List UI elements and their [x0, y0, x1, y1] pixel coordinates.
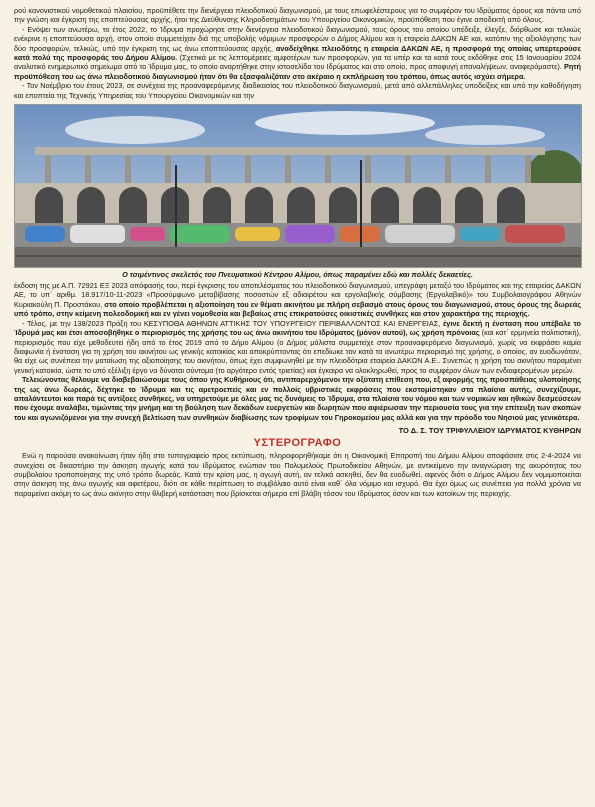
postscript-title: ΥΣΤΕΡΟΓΡΑΦΟ [253, 437, 342, 450]
top-text-block [14, 6, 581, 100]
postscript-block [14, 451, 581, 498]
building-photo-illustration [15, 105, 581, 267]
paragraph-4 [14, 281, 581, 319]
paragraph-2-start: - Ενόψει των ανωτέρω, το έτος 2022, το Ίδρυμα προχώρησε στην διενέργεια πλειοδοτικού διαγωνισμού, τους όρους του οποίου υπέδειξε, έλεγξε, διόρθωσε και τελικώς ενέκρινε η εποπτεύουσα αρχή, στον οποίο συμμετείχαν διά της υποβολής νόμιμων προσφορών ο Δήμος Αλίμου και η εταιρεία ΔΑΚΩΝ ΑΕ και, κατόπιν της αξιολόγησης των δύο προσφορών, τελικώς, υπό την έγκριση της ως άνω εποπτεύουσας αρχής, [14, 24, 581, 53]
middle-text-block [14, 281, 581, 422]
paragraph-2-bold-2: Ρητή προϋπόθεση του ως άνω πλειοδοτικού διαγωνισμού ήταν ότι θα εξασφαλιζόταν στο ακέραιο η εκπλήρωση του τρόπου, όπως αυτός ισχύει σήμερα. [14, 62, 581, 81]
paragraph-5-rest: (και κατ΄ ερμηνεία πολιτιστική), περιορισμός που είχε μεθοδευτεί ήδη από το έτος 2019 από το Δήμο Αλίμου (ο Δήμος μάλιστα συμμετείχε στον προαναφερόμενο διαγωνισμό, χωρίς να εκφράσει καμία διαφωνία ή ένσταση για τη χρήση του ακινήτου ως γενικής κατοικίας και αποκρύπτοντας ότι επεδίωκε τον κατά τα ανωτέρω περιορισμό της χρήσης, ο οποίος, αν ευοδωνόταν, θα είχε ως συνέπεια την ματαίωση της αξιοποίησης του ακινήτου, όπως έχει συμφωνηθεί με την πλειοδότρια εταιρεία ΔΑΚΩΝ Α.Ε.. Συνεπώς η χρήση του ακινήτου παραμένει γενική κατοικία, ώστε το υπό εξέλιξη έργο να δύναται σύντομα (το αργότερο εντός τριετίας) και έγκαιρα να ολοκληρωθεί, προς το συμφέρον όλων των ενδιαφερομένων μερών. [14, 328, 581, 375]
paragraph-5-start: - Τέλος, με την 138/2023 Πράξη του ΚΕΣΥΠΟΘΑ ΑΘΗΝΩΝ ΑΤΤΙΚΗΣ ΤΟΥ ΥΠΟΥΡΓΕΙΟΥ ΠΕΡΙΒΑΛΛΟΝΤΟΣ ΚΑΙ ΕΝΕΡΓΕΙΑΣ, [22, 318, 443, 328]
photo-caption: Ο τσιμέντινος σκελετός του Πνευματικού Κέντρου Αλίμου, όπως παραμένει εδώ και πολλές δεκαετίες. [122, 270, 473, 280]
signature: ΤΟ Δ. Σ. ΤΟΥ ΤΡΙΦΥΛΛΕΙΟΥ ΙΔΡΥΜΑΤΟΣ ΚΥΘΗΡΩΝ [398, 426, 581, 436]
paragraph-6 [14, 375, 581, 422]
postscript-text: Ενώ η παρούσα ανακοίνωση ήταν ήδη στο τυπογραφείο προς εκτύπωση, πληροφορηθήκαμε ότι η Οικονομική Επιτροπή του Δήμου Αλίμου αποφάσισε στις 2-4-2024 να συνεχίσει σε δικαστήριο την άσκηση αγωγής κατά του Ιδρύματος ενώπιον του Πολυμελούς Πρωτοδικείου Αθηνών, με αντικείμενο την αναγνώριση της ακυρότητας του συμβολαίου τροποποίησης της υπό τρόπο δωρεάς. Κατά την κρίση μας, η αγωγή αυτή, αν τελικά ασκηθεί, δεν θα ευοδωθεί, αφενός διότι ο Δήμος Αλίμου δεν νομιμοποιείται στην άσκηση της άνω αγωγής και αφετέρου, διότι σε κάθε περίπτωση το συμβόλαιο αυτό είναι καθ΄ όλα νόμιμο και ισχυρό. Θα έχει όμως ως συνέπεια για πολλά χρόνια να παραμείνει ακόμη το ως άνω ακίνητο στην θλιβερή κατάσταση που βρίσκεται σήμερα επί βλάβη τόσον του Ιδρύματος όσον και των κατοίκων της περιοχής. [14, 451, 581, 498]
paragraph-3: - Τον Νοέμβριο του έτους 2023, σε συνέχεια της προαναφερόμενης διαδικασίας του πλειοδοτικού διαγωνισμού, μετά από αλλεπάλληλες υποδείξεις και υπό την καθοδήγηση και εποπτεία της Τεχνικής Υπηρεσίας του Υπουργείου Οικονομικών και την [14, 81, 581, 100]
paragraph-2-bold-1: αναδείχθηκε πλειοδότης η εταιρεία ΔΑΚΩΝ ΑΕ, η προσφορά της οποίας υπερτερούσε κατά πολύ της προσφοράς του Δήμου Αλίμου. [14, 43, 581, 63]
paragraph-5 [14, 319, 581, 375]
paragraph-4-start: έκδοση της με Α.Π. 72921 ΕΞ 2023 απόφασής του, περί έγκρισης του αποτελέσματος του πλειοδοτικού διαγωνισμού, υπεγράφη μεταξύ του Ιδρύματος και της εταιρείας ΔΑΚΩΝ ΑΕ, το υπ΄ αριθμ. 18.917/10-11-2023 «Προσύμφωνο μεταβίβασης ποσοστών εξ αδιαιρέτου και εργολαβικής σύμβασης (Εργολαβικό)» του Συμβολαιογράφου Αθηνών Κυριακούλη Π. Προστάκου, [14, 281, 581, 309]
building-photo [14, 104, 582, 268]
paragraph-2-rest: (Σχετικά με τις λεπτομέρειες αμφοτέρων των προσφορών, για τα υπέρ και τα κατά τους εκδόθηκε στις 15 Ιανουαρίου 2024 αναλυτικό ενημερωτικό σημείωμα από το Ίδρυμα μας, το οποίο αναρτήθηκε στην ιστοσελίδα του Ιδρύματος και στο οποίο, προς αποφυγή επαναλήψεων, αναφερόμαστε). [14, 53, 581, 72]
paragraph-5-bold: έγινε δεκτή η ένσταση που υπέβαλε το Ίδρυμά μας και έτσι αποσοβήθηκε ο περιορισμός της χρήσης του ως άνω ακινήτου του Ιδρύματος (μόνον αυτού), ως χρήση πρόνοιας [14, 318, 581, 338]
paragraph-2 [14, 25, 581, 81]
paragraph-4-bold: στο οποίο προβλέπεται η αξιοποίηση του εν θέματι ακινήτου με πλήρη σεβασμό στους όρους του διαγωνισμού, στους όρους της δωρεάς υπό τρόπο, στην κείμενη πολεοδομική και εν γένει νομοθεσία και βεβαίως στις επικρατούσες οικιστικές συνθήκες και στον χαρακτήρα της περιοχής. [14, 299, 581, 319]
paragraph-1: ρού κανονιστικού νομοθετικού πλαισίου, προϋπέθετε την διενέργεια πλειοδοτικού διαγωνισμού, με τους επωφελέστερους για το συμφέρον του Ιδρύματος όρους και πάντα υπό την γνώση και έγκριση της εποπτεύουσας αρχής, ήτοι της Διεύθυνσης Κληροδοτημάτων του Υπουργείου Οικονομικών, προϋπόθεση που έγινε αποδεκτή από όλους. [14, 6, 581, 25]
paragraph-6-bold: Τελειώνοντας θέλουμε να διαβεβαιώσουμε τους όπου γης Κυθήριους ότι, αντιπαρερχόμενοι την οξύτατη επίθεση που, εξ αφορμής της προσπάθειας υλοποίησης της ως άνω δωρεάς, δέχτηκε το Ίδρυμα και τις αμετροεπείς και εν πολλοίς υβριστικές εκφράσεις που εκστομίστηκαν στα πλαίσια αυτής, συνεχίζουμε, απαλάντευτοι και παρά τις αντίξοες συνθήκες, να υπηρετούμε με όλες μας τις δυνάμεις το Ίδρυμα, στα πλαίσια του νόμου και των νομικών και ηθικών δεσμεύσεων που έχουμε αναλάβει, τιμώντας την μνήμη και τη βούληση των δεκάδων ευεργετών και δωρητών που αφιέρωσαν την περιουσία τους για την επίτευξη των σκοπών του και αγωνιζόμενοι για την συνεχή βελτίωση των συνθηκών διαβίωσης των τροφίμων του Γηροκομείου μας αλλά και για την πρόοδο του Νησιού μας γενικότερα. [14, 375, 581, 422]
